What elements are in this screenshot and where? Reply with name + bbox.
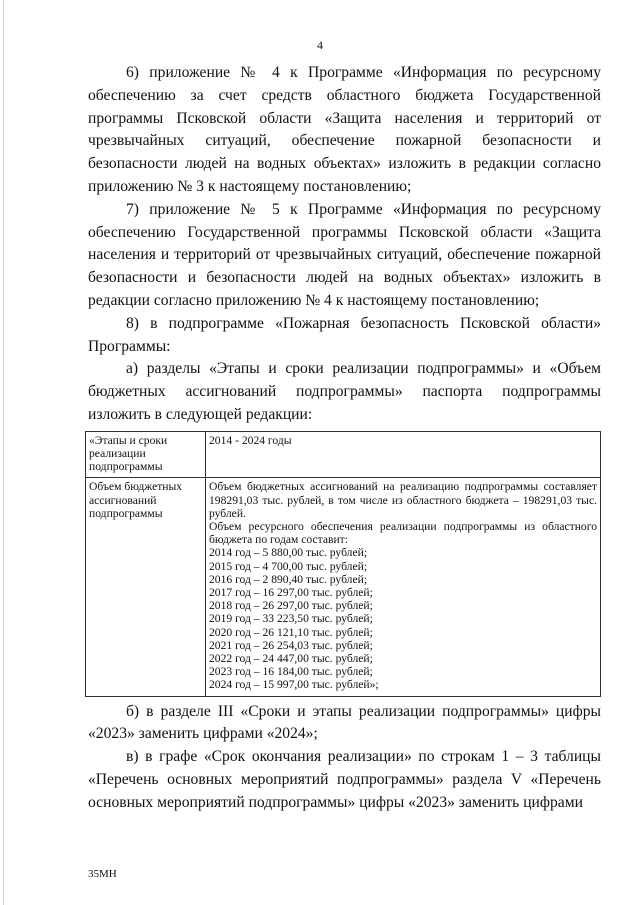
list-item: 2020 год – 26 121,10 тыс. рублей; — [209, 625, 373, 639]
list-item: 2022 год – 24 447,00 тыс. рублей; — [209, 652, 373, 665]
list-item: 2021 год – 26 254,03 тыс. рублей; — [209, 638, 373, 652]
budget-years-list — [209, 546, 597, 691]
scan-edge-line — [3, 0, 4, 905]
list-item: 2017 год – 16 297,00 тыс. рублей; — [209, 585, 373, 599]
budget-total-text: Объем бюджетных ассигнований на реализацию подпрограммы составляет 198291,03 тыс. рублей, в том числе из областного бюджета – 198291,03 тыс. рублей. — [209, 480, 597, 520]
paragraph-item-8v: в) в графе «Срок окончания реализации» по строкам 1 – 3 таблицы «Перечень основных мероприятий подпрограммы» раздела V «Перечень основных мероприятий подпрограммы» цифры «2023» заменить цифрами — [88, 748, 601, 811]
document-body — [88, 62, 601, 815]
list-item: 2023 год – 16 184,00 тыс. рублей; — [209, 665, 373, 679]
stages-value-cell: 2014 - 2024 годы — [206, 431, 601, 478]
list-item: 2016 год – 2 890,40 тыс. рублей; — [209, 572, 368, 586]
page-number: 4 — [317, 38, 323, 52]
paragraph-item-7: 7) приложение № 5 к Программе «Информация по ресурсному обеспечению Государственной программы Псковской области «Защита населения и территорий от чрезвычайных ситуаций, обеспечение пожарной безопасности и безопасности людей на водных объектах» изложить в редакции согласно приложению № 4 к настоящему постановлению; — [88, 200, 601, 309]
budget-label-cell: Объем бюджетных ассигнований подпрограммы — [86, 478, 206, 696]
paragraph-item-8: 8) в подпрограмме «Пожарная безопасность Псковской области» Программы: — [88, 314, 601, 355]
list-item: 2014 год – 5 880,00 тыс. рублей; — [209, 546, 368, 560]
paragraph-item-8b: б) в разделе III «Сроки и этапы реализации подпрограммы» цифры «2023» заменить цифрами «2024»; — [88, 702, 601, 743]
budget-value-cell — [206, 478, 601, 696]
budget-by-years-intro: Объем ресурсного обеспечения реализации подпрограммы из областного бюджета по годам составит: — [209, 519, 597, 547]
paragraph-item-8a: а) разделы «Этапы и сроки реализации подпрограммы» и «Объем бюджетных ассигнований подпрограммы» паспорта подпрограммы изложить в следующей редакции: — [88, 360, 601, 423]
stages-label-cell: «Этапы и сроки реализации подпрограммы — [86, 431, 206, 478]
paragraph-item-6: 6) приложение № 4 к Программе «Информация по ресурсному обеспечению за счет средств областного бюджета Государственной программы Псковской области «Защита населения и территорий от чрезвычайных ситуаций, обеспечение пожарной безопасности и безопасности людей на водных объектах» изложить в редакции согласно приложению № 3 к настоящему постановлению; — [88, 64, 601, 195]
list-item: 2019 год – 33 223,50 тыс. рублей; — [209, 612, 373, 626]
list-item: 2015 год – 4 700,00 тыс. рублей; — [209, 559, 368, 573]
table-row — [86, 431, 601, 478]
list-item: 2018 год – 26 297,00 тыс. рублей; — [209, 599, 373, 613]
footer-code: 35МН — [88, 868, 117, 880]
list-item: 2024 год – 15 997,00 тыс. рублей»; — [209, 678, 379, 692]
table-row — [86, 478, 601, 696]
subprogram-passport-table — [85, 431, 601, 697]
